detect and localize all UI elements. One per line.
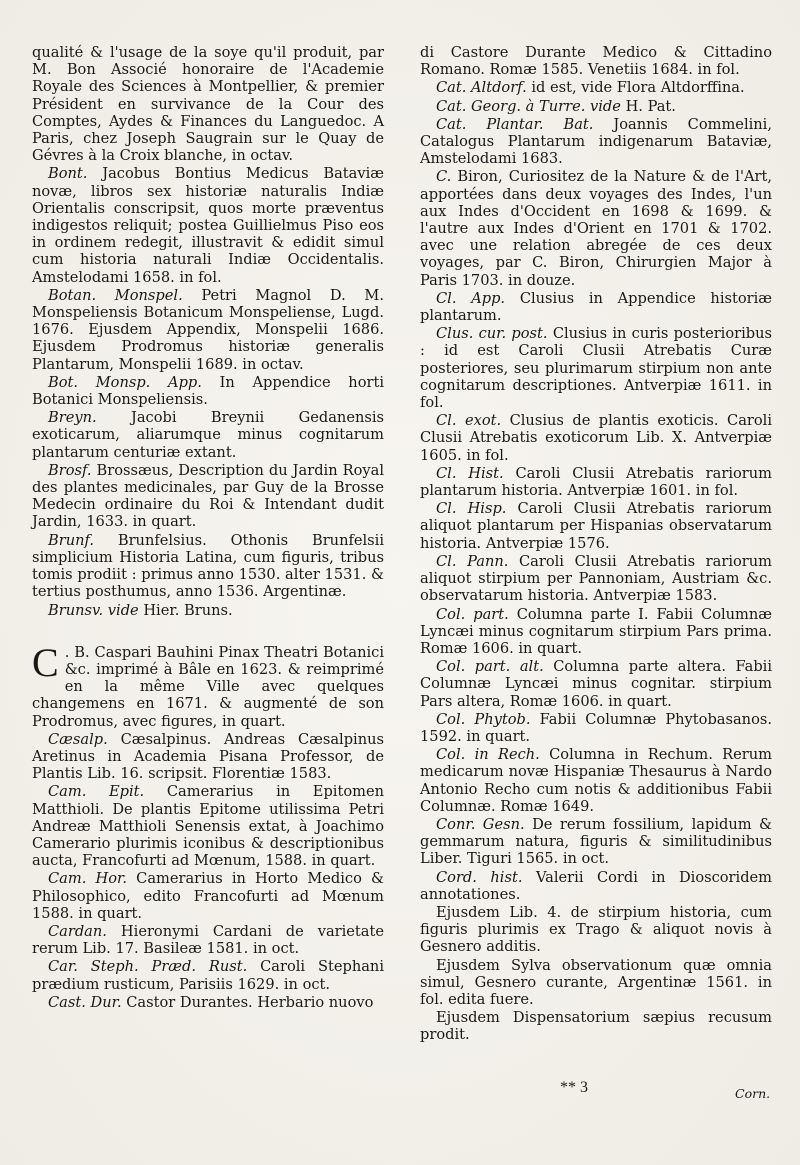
entry-abbr: Clus. cur. post. <box>436 325 548 343</box>
list-item <box>420 1009 772 1043</box>
right-column <box>420 44 772 1045</box>
entry-abbr: Brunsv. vide <box>48 601 139 619</box>
entry-text: Caroli Stephani prædium rusticum, Parisiis 1629. in oct. <box>32 958 384 993</box>
right-intro: di Castore Durante Medico & Cittadino Romano. Romæ 1585. Venetiis 1684. in fol. <box>420 44 772 79</box>
c-intro-text: . B. Caspari Bauhini Pinax Theatri Botanici &c. imprimé à Bâle en 1623. & reimprimé en la même Ville avec quelques changemens en 1671. & augmenté de son Prodromus, avec figures, in quart. <box>32 643 384 730</box>
entry-abbr: Cl. Hisp. <box>436 500 507 518</box>
left-intro: qualité & l'usage de la soye qu'il produit, par M. Bon Associé honoraire de l'Academie Royale des Sciences à Montpellier, & premier Président en survivance de la Cour des Comptes, Aydes & Finances du Languedoc. A Paris, chez Joseph Saugrain sur le Quay de Gévres à la Croix blanche, in octav. <box>32 44 384 165</box>
entry-abbr: Brunf. <box>48 531 95 549</box>
catchword: Corn. <box>735 1086 771 1101</box>
entry-abbr: Cast. Dur. <box>48 993 122 1011</box>
entry-text: Ejusdem Sylva observationum quæ omnia simul, Gesnero curante, Argentinæ 1561. in fol. edita fuere. <box>420 956 772 1008</box>
list-item <box>420 500 772 552</box>
list-item <box>32 462 384 531</box>
list-item <box>420 79 772 96</box>
entry-abbr: Cat. Georg. à Turre. vide <box>436 97 621 115</box>
list-item <box>32 994 384 1011</box>
list-item <box>420 98 772 115</box>
list-item <box>420 412 772 464</box>
entry-text: Camerarius in Horto Medico & Philosophico, edito Francofurti ad Mœnum 1588. in quart. <box>32 870 384 922</box>
entry-text: In Appendice horti Botanici Monspeliensis. <box>32 373 384 409</box>
entry-abbr: Breyn. <box>48 409 97 427</box>
entry-text: Hieronymi Cardani de varietate rerum Lib. 17. Basileæ 1581. in oct. <box>32 922 384 958</box>
entry-text: Clusius in Appendice historiæ plantarum. <box>420 289 772 325</box>
list-item <box>32 532 384 601</box>
entry-abbr: Car. Steph. Præd. Rust. <box>48 958 248 976</box>
entry-abbr: Bont. <box>48 165 88 183</box>
list-item <box>420 116 772 168</box>
entry-text: Joannis Commelini, Catalogus Plantarum indigenarum Bataviæ, Amstelodami 1683. <box>420 115 772 168</box>
entry-text: Hier. Bruns. <box>143 601 233 619</box>
list-item <box>32 374 384 408</box>
entry-text: Castor Durantes. Herbario nuovo <box>126 993 374 1011</box>
entry-text: Camerarius in Epitomen Matthioli. De plantis Epitome utilissima Petri Andreæ Matthioli Senensis extat, à Joachimo Camerario plurimis iconibus & descriptionibus aucta, Francofurti ad Mœnum, 1588. in quart. <box>32 783 384 870</box>
list-item <box>420 606 772 658</box>
entry-abbr: Cæsalp. <box>48 730 108 748</box>
entry-abbr: Cat. Altdorf. <box>436 79 527 97</box>
entry-text: Jacobus Bontius Medicus Bataviæ novæ, libros sex historiæ naturalis Indiæ Orientalis conscripsit, quos morte præventus indigestos reliquit; postea Guillielmus Piso eos in ordinem redegit, illustravit & edidit simul cum historia naturali Indiæ Occidentalis. Amstelodami 1658. in fol. <box>32 165 384 286</box>
list-item <box>32 409 384 461</box>
list-item <box>32 602 384 619</box>
entry-text: Clusius in curis posterioribus : id est Caroli Clusii Atrebatis Curæ posteriores, seu plurimarum stirpium non ante cognitarum descriptiones. Antverpiæ 1611. in fol. <box>420 325 773 412</box>
entry-text: H. Pat. <box>625 97 676 115</box>
list-item <box>32 165 384 285</box>
entries-b <box>32 165 384 618</box>
entry-abbr: Cam. Epit. <box>48 783 145 801</box>
entry-text: Caroli Clusii Atrebatis rariorum plantarum historia. Antverpiæ 1601. in fol. <box>420 464 772 500</box>
entry-abbr: C. <box>436 168 452 186</box>
entry-text: Brossæus, Description du Jardin Royal des plantes medicinales, par Guy de la Brosse Medecin ordinaire du Roi & Intendant dudit Jardin, 1633. in quart. <box>32 461 384 531</box>
entry-abbr: Cardan. <box>48 922 107 940</box>
list-item <box>420 290 772 324</box>
list-item <box>32 783 384 869</box>
list-item <box>32 958 384 992</box>
entry-abbr: Col. in Rech. <box>436 746 540 764</box>
list-item <box>420 168 772 288</box>
entry-abbr: Conr. Gesn. <box>436 815 525 833</box>
entry-abbr: Cord. hist. <box>436 868 523 886</box>
entries-c <box>32 731 384 1011</box>
list-item <box>420 746 772 815</box>
entry-abbr: Cam. Hor. <box>48 870 128 888</box>
list-item <box>420 711 772 745</box>
entry-abbr: Cl. exot. <box>436 412 502 430</box>
entry-text: Columna parte altera. Fabii Columnæ Lyncæi minus cognitar. stirpium Pars altera, Romæ 1606. in quart. <box>420 658 773 710</box>
list-item <box>32 731 384 783</box>
entry-abbr: Botan. Monspel. <box>48 286 183 304</box>
list-item <box>420 869 772 903</box>
section-gap <box>32 620 384 644</box>
entry-text: Columna parte I. Fabii Columnæ Lyncæi minus cognitarum stirpium Pars prima. Romæ 1606. in quart. <box>420 605 773 657</box>
list-item <box>420 658 772 710</box>
list-item <box>420 465 772 499</box>
list-item <box>420 957 772 1009</box>
entry-abbr: Brosf. <box>48 461 92 479</box>
entry-abbr: Col. part. alt. <box>436 658 544 676</box>
entry-text: Valerii Cordi in Dioscoridem annotationes. <box>420 868 773 903</box>
section-c-intro <box>32 639 384 730</box>
entry-text: Caroli Clusii Atrebatis rariorum aliquot stirpium per Pannoniam, Austriam &c. observatarum historia. Antverpiæ 1583. <box>420 552 772 605</box>
entry-text: Cæsalpinus. Andreas Cæsalpinus Aretinus in Academia Pisana Professor, de Plantis Lib. 16. scripsit. Florentiæ 1583. <box>32 730 385 783</box>
drop-cap: C <box>32 639 59 685</box>
entry-text: Clusius de plantis exoticis. Caroli Clusii Atrebatis exoticorum Lib. X. Antverpiæ 1605. in fol. <box>420 412 772 464</box>
list-item <box>420 553 772 605</box>
entry-abbr: Cl. Hist. <box>436 464 504 482</box>
list-item <box>32 287 384 373</box>
list-item <box>420 325 772 411</box>
entry-abbr: Col. Phytob. <box>436 710 531 728</box>
entry-text: Ejusdem Dispensatorium sæpius recusum prodit. <box>420 1009 772 1044</box>
entry-text: Fabii Columnæ Phytobasanos. 1592. in quart. <box>420 710 772 745</box>
list-item <box>420 904 772 956</box>
entry-text: Ejusdem Lib. 4. de stirpium historia, cum figuris plurimis ex Trago & aliquot novis à Gesnero additis. <box>420 903 772 956</box>
entry-text: id est, vide Flora Altdorffina. <box>531 79 745 97</box>
signature-mark: ** 3 <box>560 1079 588 1096</box>
entry-abbr: Cl. Pann. <box>436 552 509 570</box>
entry-abbr: Cat. Plantar. Bat. <box>436 115 594 133</box>
entry-text: Brunfelsius. Othonis Brunfelsii simplicium Historia Latina, cum figuris, tribus tomis prodiit : primus anno 1530. alter 1531. & tertius posthumus, anno 1536. Argentinæ. <box>32 531 384 601</box>
list-item <box>32 923 384 957</box>
entry-text: Biron, Curiositez de la Nature & de l'Art, apportées dans deux voyages des Indes, l'un aux Indes d'Occident en 1698 & 1699. & l'autre aux Indes d'Orient en 1701 & 1702. avec une relation abregée de ces deux voyages, par C. Biron, Chirurgien Major à Paris 1703. in douze. <box>420 168 772 289</box>
entry-abbr: Col. part. <box>436 605 509 623</box>
left-column <box>32 44 384 1012</box>
entry-text: Jacobi Breynii Gedanensis exoticarum, aliarumque minus cognitarum plantarum centuriæ extant. <box>32 409 384 461</box>
entry-text: Caroli Clusii Atrebatis rariorum aliquot plantarum per Hispanias observatarum historia. Antverpiæ 1576. <box>420 500 772 552</box>
entry-text: Petri Magnol D. M. Monspeliensis Botanicum Monspeliense, Lugd. 1676. Ejusdem Appendix, Monspelii 1686. Ejusdem Prodromus historiæ generalis Plantarum, Monspelii 1689. in octav. <box>32 286 384 373</box>
entry-text: Columna in Rechum. Rerum medicarum novæ Hispaniæ Thesaurus à Nardo Antonio Recho cum notis & additionibus Fabii Columnæ. Romæ 1649. <box>420 746 773 815</box>
list-item <box>32 870 384 922</box>
entry-abbr: Cl. App. <box>436 289 506 307</box>
list-item <box>420 816 772 868</box>
entry-text: De rerum fossilium, lapidum & gemmarum natura, figuris & similitudinibus Liber. Tiguri 1565. in oct. <box>420 815 773 868</box>
entry-abbr: Bot. Monsp. App. <box>48 373 202 391</box>
